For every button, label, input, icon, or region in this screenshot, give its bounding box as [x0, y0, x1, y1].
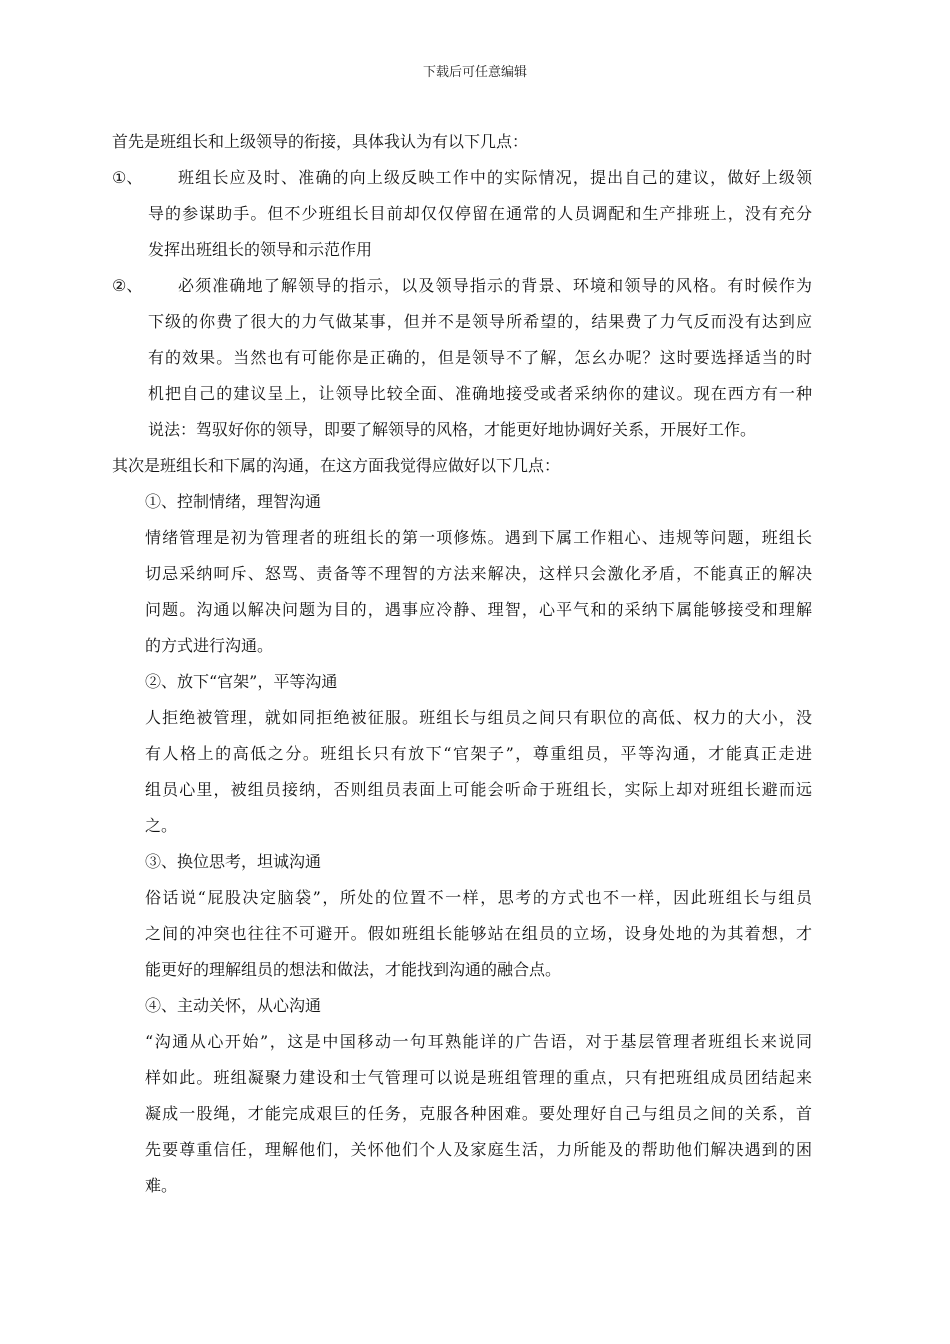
section-4-line-3: 凝成一股绳，才能完成艰巨的任务，克服各种困难。要处理好自己与组员之间的关系，首: [145, 1104, 812, 1123]
section-1-line-1: 情绪管理是初为管理者的班组长的第一项修炼。遇到下属工作粗心、违规等问题，班组长: [145, 528, 812, 547]
section-1-line-2: 切忌采纳呵斥、怒骂、责备等不理智的方法来解决，这样只会激化矛盾，不能真正的解决: [145, 564, 812, 583]
section-3-line-3: 能更好的理解组员的想法和做法，才能找到沟通的融合点。: [145, 960, 562, 979]
section-2-line-3: 组员心里，被组员接纳，否则组员表面上可能会听命于班组长，实际上却对班组长避而远: [145, 780, 812, 799]
section-2-line-2: 有人格上的高低之分。班组长只有放下“官架子”，尊重组员，平等沟通，才能真正走进: [145, 744, 812, 763]
section-3-line-1: 俗话说“屁股决定脑袋”，所处的位置不一样，思考的方式也不一样，因此班组长与组员: [145, 888, 812, 907]
section-1-line-3: 问题。沟通以解决问题为目的，遇事应冷静、理智，心平气和的采纳下属能够接受和理解: [145, 600, 812, 619]
numbered-item-2: [112, 268, 812, 448]
intro-paragraph-1: 首先是班组长和上级领导的衔接，具体我认为有以下几点：: [112, 132, 529, 151]
section-1-line-4: 的方式进行沟通。: [145, 636, 274, 655]
item-2-line-3: 有的效果。当然也有可能你是正确的，但是领导不了解，怎幺办呢？这时要选择适当的时: [148, 348, 812, 367]
page-header: 下载后可任意编辑: [422, 65, 527, 80]
section-2: [112, 664, 812, 844]
section-3: [112, 844, 812, 988]
section-1-heading: ①、控制情绪，理智沟通: [145, 492, 322, 511]
item-2-marker: ②、: [112, 276, 143, 295]
section-2-line-4: 之。: [145, 816, 178, 835]
section-1: [112, 484, 812, 664]
section-4-line-5: 难。: [145, 1176, 178, 1195]
document-body: [112, 124, 812, 1204]
item-1-line-1: 班组长应及时、准确的向上级反映工作中的实际情况，提出自己的建议，做好上级领: [178, 168, 812, 187]
section-2-line-1: 人拒绝被管理，就如同拒绝被征服。班组长与组员之间只有职位的高低、权力的大小，没: [145, 708, 812, 727]
item-2-line-1: 必须准确地了解领导的指示，以及领导指示的背景、环境和领导的风格。有时候作为: [178, 276, 812, 295]
item-1-marker: ①、: [112, 168, 143, 187]
section-4-heading: ④、主动关怀，从心沟通: [145, 996, 322, 1015]
section-2-heading: ②、放下“官架”，平等沟通: [145, 672, 338, 691]
intro-paragraph-2: 其次是班组长和下属的沟通，在这方面我觉得应做好以下几点：: [112, 456, 561, 475]
section-4-line-2: 样如此。班组凝聚力建设和士气管理可以说是班组管理的重点，只有把班组成员团结起来: [145, 1068, 812, 1087]
section-3-heading: ③、换位思考，坦诚沟通: [145, 852, 322, 871]
item-1-line-3: 发挥出班组长的领导和示范作用: [148, 240, 373, 259]
section-4: [112, 988, 812, 1204]
section-4-line-1: “沟通从心开始”，这是中国移动一句耳熟能详的广告语，对于基层管理者班组长来说同: [145, 1032, 812, 1051]
numbered-item-1: [112, 160, 812, 268]
item-2-line-4: 机把自己的建议呈上，让领导比较全面、准确地接受或者采纳你的建议。现在西方有一种: [148, 384, 812, 403]
section-4-line-4: 先要尊重信任，理解他们，关怀他们个人及家庭生活，力所能及的帮助他们解决遇到的困: [145, 1140, 812, 1159]
item-1-line-2: 导的参谋助手。但不少班组长目前却仅仅停留在通常的人员调配和生产排班上，没有充分: [148, 204, 812, 223]
item-2-line-2: 下级的你费了很大的力气做某事，但并不是领导所希望的，结果费了力气反而没有达到应: [148, 312, 812, 331]
section-3-line-2: 之间的冲突也往往不可避开。假如班组长能够站在组员的立场，设身处地的为其着想，才: [145, 924, 812, 943]
item-2-line-5: 说法：驾驭好你的领导，即要了解领导的风格，才能更好地协调好关系，开展好工作。: [148, 420, 757, 439]
